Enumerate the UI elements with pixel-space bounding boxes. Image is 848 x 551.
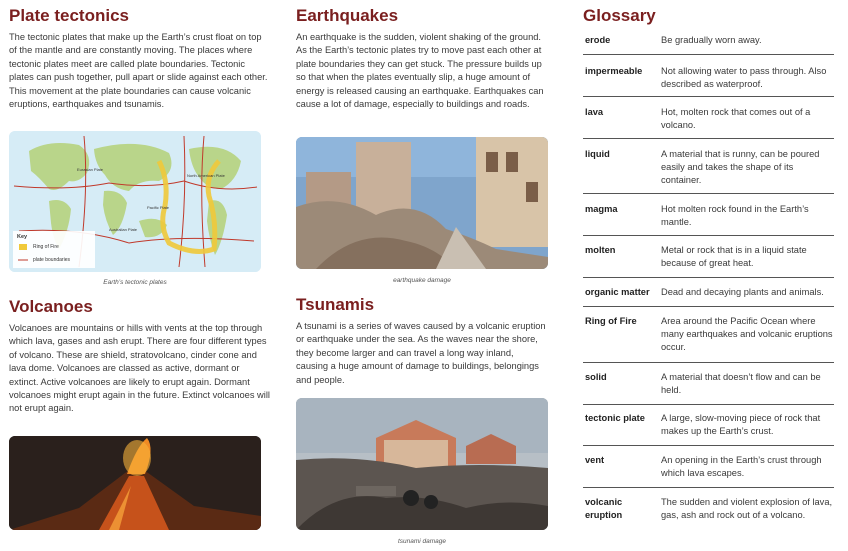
glossary-term: impermeable: [585, 66, 643, 76]
glossary-row: [583, 139, 834, 194]
glossary-row: [583, 55, 834, 97]
map-label-australian: Australian Plate: [109, 227, 138, 232]
glossary-definition: Not allowing water to pass through. Also described as waterproof.: [661, 66, 827, 89]
glossary-row: [583, 405, 834, 446]
tsunamis-title: Tsunamis: [296, 295, 375, 314]
glossary-row: [583, 278, 834, 307]
map-label-north-american: North American Plate: [187, 173, 225, 178]
plate-tectonics-title: Plate tectonics: [9, 6, 129, 25]
map-label-pacific: Pacific Plate: [147, 205, 170, 210]
glossary-definition: Dead and decaying plants and animals.: [661, 287, 824, 297]
glossary-row: [583, 97, 834, 139]
map-label-eurasian: Eurasian Plate: [77, 167, 104, 172]
glossary-row: [583, 363, 834, 405]
glossary-row: [583, 488, 834, 544]
tsunamis-text: A tsunami is a series of waves caused by a volcanic eruption or earthquake under the sea. As the waves near the shore, they become larger and can travel a long way inland, causing a huge amount of damage to buildings, belongings and people.: [296, 321, 546, 385]
volcano-eruption-photo: [9, 436, 261, 530]
glossary-definition: Hot molten rock found in the Earth’s mantle.: [661, 204, 809, 227]
glossary-row: [583, 446, 834, 488]
tsunamis-section: [296, 294, 546, 387]
tectonic-plates-caption: Earth’s tectonic plates: [103, 279, 167, 286]
volcanoes-title: Volcanoes: [9, 297, 93, 316]
tsunami-damage-caption: tsunami damage: [397, 538, 447, 545]
tsunami-damage-photo: [296, 398, 548, 530]
glossary-definition: Hot, molten rock that comes out of a volcano.: [661, 107, 811, 130]
glossary-term: organic matter: [585, 287, 650, 297]
map-key-title: Key: [17, 234, 28, 240]
glossary-row: [583, 307, 834, 363]
glossary-term: liquid: [585, 149, 610, 159]
earthquakes-title: Earthquakes: [296, 6, 399, 25]
glossary-definition: Metal or rock that is in a liquid state because of great heat.: [661, 245, 807, 268]
glossary-definition: Area around the Pacific Ocean where many earthquakes and volcanic eruptions occur.: [661, 316, 833, 352]
earthquakes-section: [296, 0, 546, 111]
glossary-term: magma: [585, 204, 618, 214]
glossary-term: solid: [585, 372, 607, 382]
glossary-definition: An opening in the Earth’s crust through which lava escapes.: [661, 455, 822, 478]
volcanoes-section: [9, 296, 271, 416]
earthquake-damage-photo: [296, 137, 548, 269]
map-key-boundaries: plate boundaries: [33, 257, 70, 263]
glossary-row: [583, 194, 834, 236]
glossary-term: lava: [585, 107, 604, 117]
plate-tectonics-section: [9, 0, 271, 111]
tectonic-plates-map: [9, 131, 261, 272]
glossary-row: [583, 31, 834, 55]
earthquake-damage-caption: earthquake damage: [393, 277, 451, 284]
glossary-definition: The sudden and violent explosion of lava, gas, ash and rock out of a volcano.: [661, 497, 833, 520]
glossary-term: molten: [585, 245, 616, 255]
glossary-definition: Be gradually worn away.: [661, 35, 762, 45]
map-key-ring: Ring of Fire: [33, 244, 59, 250]
glossary-term: vent: [585, 455, 605, 465]
glossary-term: erode: [585, 35, 611, 45]
glossary-definition: A large, slow-moving piece of rock that makes up the Earth’s crust.: [661, 413, 821, 436]
glossary-definition: A material that doesn’t flow and can be held.: [661, 372, 821, 395]
glossary-term: Ring of Fire: [585, 316, 637, 326]
glossary-term: tectonic plate: [585, 413, 645, 423]
glossary-row: [583, 236, 834, 278]
glossary-definition: A material that is runny, can be poured easily and takes the shape of its container.: [661, 149, 820, 185]
glossary-term: volcanic eruption: [585, 497, 623, 520]
plate-tectonics-text: The tectonic plates that make up the Earth’s crust float on top of the mantle and are constantly moving. The places where tectonic plates meet are called plate boundaries. Tectonic plates can push together, pull apart or slide against each other. This movement at the plate boundaries can cause volcanic eruptions, earthquakes and tsunamis.: [9, 32, 268, 110]
glossary-title: Glossary: [583, 6, 656, 25]
volcanoes-text: Volcanoes are mountains or hills with vents at the top through which lava, gases and ash erupt. There are four different types of volcano. These are shield, stratovolcano, cinder cone and lava dome. Volcanoes are classed as active, dormant or extinct. Active volcanoes are likely to erupt again. Dormant volcanoes might erupt again in the future. Extinct volcanoes will not erupt again.: [9, 323, 270, 414]
earthquakes-text: An earthquake is the sudden, violent shaking of the ground. As the Earth’s tectonic plates try to move past each other at plate boundaries they can get stuck. The pressure builds up so that when the plates eventually slip, a huge amount of energy is released causing an earthquake. Earthquakes can cause a lot of damage, especially to buildings and roads.: [296, 32, 544, 110]
